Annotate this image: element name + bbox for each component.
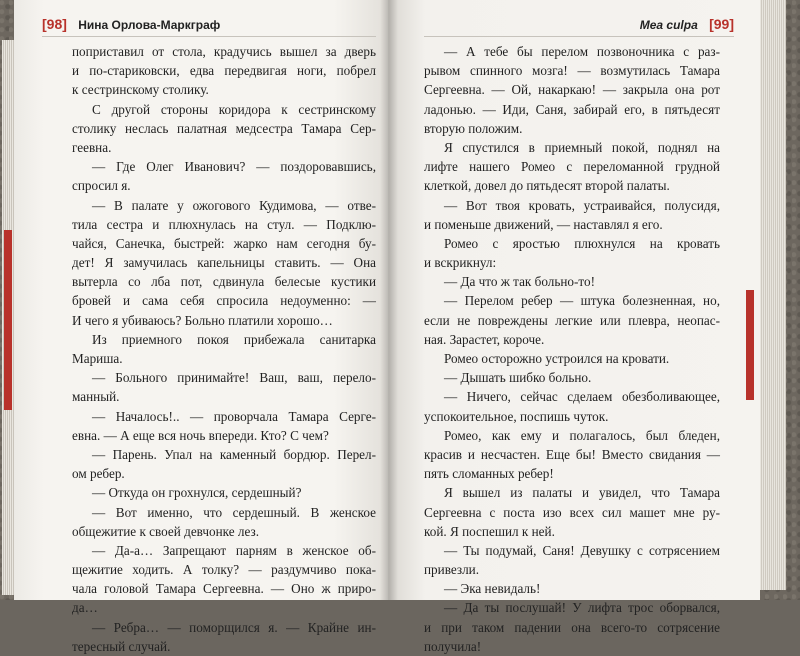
text-line: бровей и сама себя спросила недоуменно: — <box>72 293 376 309</box>
text-line: получила! <box>424 638 482 654</box>
text-line: геевна. <box>72 139 112 155</box>
text-line: Мариша. <box>72 351 123 366</box>
text-line: — Больного принимайте! Ваш, ваш, перело- <box>92 370 376 386</box>
text-line: — Началось!.. — проворчала Тамара Серге- <box>92 408 376 424</box>
text-line: — Ничего, сейчас сделаем обезболивающее, <box>444 389 720 405</box>
text-line: — Да-а… Запрещают парням в женское об- <box>92 542 376 558</box>
text-line: — Ребра… — поморщился я. — Крайне ин- <box>92 619 376 635</box>
text-line: — В палате у ожогового Кудимова, — отве- <box>92 197 376 213</box>
text-line: — А тебе бы перелом позвоночника с раз- <box>444 44 720 59</box>
text-line: спросил я. <box>72 178 131 194</box>
text-line: Сергеевна с поста изо всех сил машет мне ру- <box>424 504 720 520</box>
left-page-text <box>72 42 376 656</box>
text-line: вытерла со лба пот, сдвинула белесые кустики <box>72 274 376 290</box>
text-line: и поменьше движений, — наставлял я его. <box>424 216 663 232</box>
text-line: И чего я убиваюсь? Больно платили хорошо… <box>72 312 333 328</box>
text-line: кой. Я поспешил к ней. <box>424 523 555 539</box>
text-line: ная. Зарастет, короче. <box>424 331 545 347</box>
text-line: ом ребер. <box>72 466 125 482</box>
text-line: чала головой Тамара Сергеевна. — Оно ж приро- <box>72 581 376 597</box>
text-line: да… <box>72 600 98 616</box>
left-cover-red-strip <box>4 230 12 410</box>
text-line: и вскрикнул: <box>424 255 497 271</box>
text-line: пять сломанных ребер! <box>424 466 554 482</box>
text-line: к сестринскому столику. <box>72 82 209 98</box>
book-gutter-shadow <box>380 0 398 600</box>
text-line: если не повреждены легкие или плевра, неопас- <box>424 312 720 328</box>
text-line: — Да ты послушай! У лифта трос оборвался, <box>444 600 720 616</box>
text-line: общежитие к своей девчонке лез. <box>72 523 260 539</box>
text-line: и при таком падении она всего-то сотрясение <box>424 619 720 635</box>
text-line: — Да что ж так больно-то! <box>444 274 595 290</box>
text-line: поприставил от стола, крадучись вышел за дверь <box>72 44 376 59</box>
right-cover-red-strip <box>746 290 754 400</box>
text-line: — Эка невидаль! <box>444 581 541 597</box>
text-line: — Где Олег Иванович? — поздоровавшись, <box>92 159 376 175</box>
author-name: Нина Орлова-Маркграф <box>78 18 221 32</box>
text-line: клеткой, довел до пятьдесят второй палаты. <box>424 178 670 194</box>
text-line: Я вышел из палаты и увидел, что Тамара <box>444 485 720 501</box>
right-header-rule <box>424 36 734 37</box>
text-line: успокоительное, поспишь чуток. <box>424 408 609 424</box>
text-line: Из приемного покоя прибежала санитарка <box>92 331 376 347</box>
text-line: столику неслась палатная медсестра Тамара Сер- <box>72 120 376 136</box>
text-line: С другой стороны коридора к сестринскому <box>92 101 376 117</box>
text-line: щежитие ходить. А толку? — раздумчиво пока- <box>72 562 376 578</box>
left-page-header <box>42 16 220 32</box>
right-page-number: [99] <box>709 16 734 32</box>
text-line: и по-стариковски, едва передвигая ноги, побрел <box>72 63 376 79</box>
text-line: манный. <box>72 389 120 405</box>
text-line: рывом спинного мозга! — возмутилась Тамара <box>424 63 720 79</box>
text-line: вторую положим. <box>424 120 523 136</box>
left-page-number: [98] <box>42 16 67 32</box>
text-line: Ромео, как ему и полагалось, был бледен, <box>444 427 720 443</box>
text-line: — Откуда он грохнулся, сердешный? <box>92 485 302 501</box>
right-page-header <box>640 16 734 32</box>
text-line: дет! Я замучилась капельницы ставить. — Она <box>72 255 376 271</box>
text-line: тересный случай. <box>72 638 171 654</box>
right-page <box>388 0 760 654</box>
left-page <box>14 0 390 654</box>
text-line: Я спустился в приемный покой, поднял на <box>444 139 720 155</box>
running-title: Mea culpa <box>639 18 698 32</box>
right-page-stack-edge <box>760 0 786 590</box>
text-line: лифте нашего Ромео с переломанной грудной <box>424 159 720 175</box>
text-line: Ромео осторожно устроился на кровати. <box>444 351 670 366</box>
text-line: — Парень. Упал на каменный бордюр. Перел- <box>92 446 376 462</box>
text-line: — Ты подумай, Саня! Девушку с сотрясением <box>444 542 720 558</box>
text-line: привезли. <box>424 562 480 578</box>
text-line: — Вот именно, что сердешный. В женское <box>92 504 376 520</box>
text-line: ладонью. — Иди, Саня, забирай его, в пятьдесят <box>424 101 720 117</box>
text-line: — Дышать шибко больно. <box>444 370 592 386</box>
right-page-text <box>424 42 720 656</box>
text-line: тила сестра и плюхнулась на стул. — Подклю- <box>72 216 376 232</box>
text-line: Сергеевна. — Ой, накаркаю! — закрыла она рот <box>424 82 720 98</box>
left-header-rule <box>42 36 376 37</box>
text-line: — Вот твоя кровать, устраивайся, полусидя, <box>444 197 720 213</box>
text-line: красив и несчастен. Еще бы! Вместо свидания — <box>424 446 720 462</box>
text-line: Ромео с яростью плюхнулся на кровать <box>444 235 720 251</box>
text-line: чайся, Санечка, быстрей: жарко нам сегодня бу- <box>72 235 376 251</box>
text-line: евна. — А еще вся ночь впереди. Кто? С чем? <box>72 427 329 443</box>
text-line: — Перелом ребер — штука болезненная, но, <box>444 293 720 309</box>
